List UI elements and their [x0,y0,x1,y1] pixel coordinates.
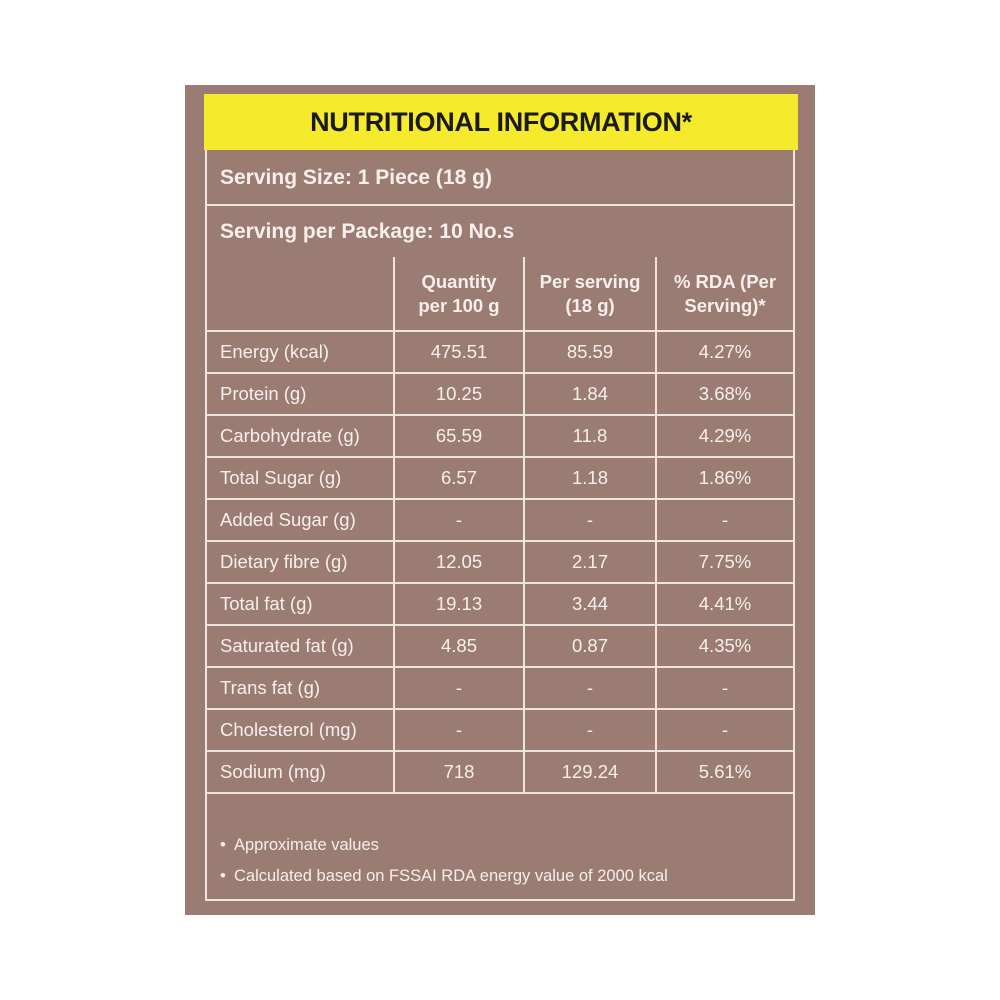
nutrition-panel [185,85,815,915]
header-per-100g [394,257,524,331]
bullet-icon: • [220,836,226,854]
servings-per-package: Serving per Package: 10 No.s [220,219,515,243]
per-100g-value: 475.51 [394,331,524,373]
per-serving-value: 1.18 [524,457,656,499]
table-row [207,373,793,415]
nutrient-label: Trans fat (g) [207,667,394,709]
per-serving-value: 0.87 [524,625,656,667]
table-row [207,415,793,457]
rda-value: - [656,667,793,709]
nutrition-table-frame [205,95,795,901]
nutrient-label: Total Sugar (g) [207,457,394,499]
table-header-row [207,257,793,331]
footnotes [220,830,668,892]
nutrient-label: Sodium (mg) [207,751,394,793]
per-serving-value: - [524,499,656,541]
rda-value: 3.68% [656,373,793,415]
per-serving-value: 85.59 [524,331,656,373]
nutrient-label: Total fat (g) [207,583,394,625]
per-serving-value: 129.24 [524,751,656,793]
table-row [207,541,793,583]
header-rda-line1: % RDA (Per [673,270,777,292]
nutrition-table [207,257,793,794]
table-row [207,331,793,373]
footnote-rda-basis [220,861,668,892]
bullet-icon: • [220,867,226,885]
rda-value: 4.41% [656,583,793,625]
table-row [207,625,793,667]
table-row [207,751,793,793]
footnote-text: Approximate values [234,836,379,854]
header-per-100g-line2: per 100 g [418,294,500,316]
per-serving-value: - [524,709,656,751]
per-100g-value: 718 [394,751,524,793]
per-serving-value: 11.8 [524,415,656,457]
per-100g-value: 65.59 [394,415,524,457]
table-row [207,667,793,709]
header-per-serving-line1: Per serving [539,270,641,292]
rda-value: 5.61% [656,751,793,793]
footnote-text: Calculated based on FSSAI RDA energy value of 2000 kcal [234,867,668,885]
rda-value: - [656,709,793,751]
table-row [207,583,793,625]
rda-value: 7.75% [656,541,793,583]
per-serving-value: 1.84 [524,373,656,415]
header-rda-line2: Serving)* [684,294,766,316]
serving-size: Serving Size: 1 Piece (18 g) [220,165,492,189]
rda-value: 4.29% [656,415,793,457]
header-per-serving-line2: (18 g) [565,294,615,316]
per-100g-value: 19.13 [394,583,524,625]
table-row [207,457,793,499]
header-per-serving [524,257,656,331]
header-per-100g-line1: Quantity [421,270,497,292]
per-serving-value: 2.17 [524,541,656,583]
footnote-approximate [220,830,668,861]
rda-value: 1.86% [656,457,793,499]
per-100g-value: - [394,499,524,541]
per-serving-value: 3.44 [524,583,656,625]
per-100g-value: 6.57 [394,457,524,499]
per-100g-value: - [394,667,524,709]
nutrient-label: Protein (g) [207,373,394,415]
header-rda [656,257,793,331]
nutrient-label: Cholesterol (mg) [207,709,394,751]
nutrient-label: Added Sugar (g) [207,499,394,541]
table-row [207,499,793,541]
per-serving-value: - [524,667,656,709]
table-row [207,709,793,751]
rda-value: - [656,499,793,541]
per-100g-value: - [394,709,524,751]
per-100g-value: 10.25 [394,373,524,415]
nutrient-label: Carbohydrate (g) [207,415,394,457]
nutrient-label: Dietary fibre (g) [207,541,394,583]
nutrient-label: Energy (kcal) [207,331,394,373]
nutrient-label: Saturated fat (g) [207,625,394,667]
rda-value: 4.35% [656,625,793,667]
rda-value: 4.27% [656,331,793,373]
per-100g-value: 4.85 [394,625,524,667]
header-nutrient [207,257,394,331]
per-100g-value: 12.05 [394,541,524,583]
nutrition-title: NUTRITIONAL INFORMATION* [204,94,798,150]
